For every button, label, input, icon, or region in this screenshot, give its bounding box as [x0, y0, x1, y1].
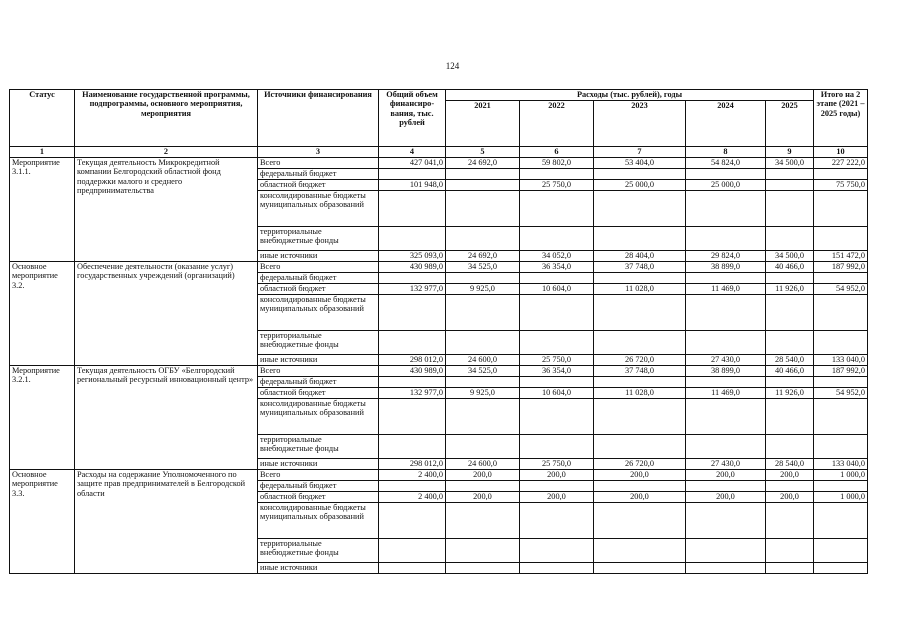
year-2025-cell — [766, 563, 814, 574]
year-2025-cell: 40 466,0 — [766, 262, 814, 273]
total-volume-cell: 132 977,0 — [379, 388, 446, 399]
year-2024-cell — [686, 331, 766, 355]
funding-source-cell: иные источники — [258, 563, 379, 574]
header-expenses: Расходы (тыс. рублей), годы — [446, 90, 814, 101]
year-2025-cell: 40 466,0 — [766, 366, 814, 377]
year-2024-cell: 27 430,0 — [686, 355, 766, 366]
year-2023-cell: 28 404,0 — [594, 251, 686, 262]
stage-total-cell: 187 992,0 — [814, 366, 868, 377]
year-2022-cell — [520, 481, 594, 492]
year-2021-cell: 24 692,0 — [446, 251, 520, 262]
year-2025-cell: 34 500,0 — [766, 158, 814, 169]
year-2025-cell: 11 926,0 — [766, 388, 814, 399]
funding-source-cell: консолидированные бюджеты муниципальных образований — [258, 295, 379, 331]
header-year: 2024 — [686, 101, 766, 147]
year-2022-cell — [520, 539, 594, 563]
year-2025-cell: 200,0 — [766, 470, 814, 481]
funding-source-cell: иные источники — [258, 355, 379, 366]
column-number: 9 — [766, 147, 814, 158]
year-2024-cell: 25 000,0 — [686, 180, 766, 191]
year-2024-cell — [686, 399, 766, 435]
stage-total-cell — [814, 331, 868, 355]
total-volume-cell — [379, 399, 446, 435]
total-volume-cell — [379, 295, 446, 331]
header-sources: Источники финансирования — [258, 90, 379, 147]
stage-total-cell — [814, 399, 868, 435]
year-2024-cell — [686, 503, 766, 539]
year-2025-cell — [766, 503, 814, 539]
year-2023-cell — [594, 169, 686, 180]
year-2024-cell — [686, 191, 766, 227]
year-2024-cell — [686, 435, 766, 459]
year-2023-cell — [594, 331, 686, 355]
funding-source-cell: иные источники — [258, 459, 379, 470]
year-2022-cell — [520, 377, 594, 388]
year-2022-cell: 59 802,0 — [520, 158, 594, 169]
year-2023-cell: 37 748,0 — [594, 366, 686, 377]
funding-source-cell: федеральный бюджет — [258, 377, 379, 388]
total-volume-cell — [379, 539, 446, 563]
year-2021-cell — [446, 169, 520, 180]
year-2023-cell — [594, 273, 686, 284]
year-2025-cell — [766, 539, 814, 563]
stage-total-cell: 1 000,0 — [814, 492, 868, 503]
stage-total-cell — [814, 481, 868, 492]
year-2022-cell — [520, 503, 594, 539]
stage-total-cell — [814, 191, 868, 227]
stage-total-cell: 133 040,0 — [814, 459, 868, 470]
year-2022-cell — [520, 191, 594, 227]
funding-source-cell: Всего — [258, 262, 379, 273]
funding-source-cell: иные источники — [258, 251, 379, 262]
year-2024-cell — [686, 273, 766, 284]
year-2025-cell — [766, 180, 814, 191]
stage-total-cell — [814, 377, 868, 388]
year-2023-cell: 200,0 — [594, 492, 686, 503]
year-2023-cell — [594, 295, 686, 331]
year-2025-cell — [766, 227, 814, 251]
measure-name-cell: Текущая деятельность ОГБУ «Белгородский региональный ресурсный инновационный центр» — [75, 366, 258, 470]
funding-source-cell: федеральный бюджет — [258, 169, 379, 180]
column-number: 7 — [594, 147, 686, 158]
year-2022-cell — [520, 227, 594, 251]
year-2024-cell: 54 824,0 — [686, 158, 766, 169]
funding-source-cell: территориальные внебюджетные фонды — [258, 539, 379, 563]
year-2021-cell — [446, 503, 520, 539]
year-2021-cell — [446, 331, 520, 355]
funding-source-cell: территориальные внебюджетные фонды — [258, 435, 379, 459]
year-2022-cell: 25 750,0 — [520, 459, 594, 470]
header-name: Наименование государственной программы, подпрограммы, основного мероприятия, мероприятия — [75, 90, 258, 147]
year-2023-cell — [594, 377, 686, 388]
year-2021-cell: 24 600,0 — [446, 459, 520, 470]
year-2024-cell — [686, 227, 766, 251]
funding-source-cell: Всего — [258, 366, 379, 377]
column-number: 5 — [446, 147, 520, 158]
year-2025-cell — [766, 273, 814, 284]
year-2021-cell: 9 925,0 — [446, 388, 520, 399]
year-2023-cell: 26 720,0 — [594, 459, 686, 470]
year-2021-cell: 24 600,0 — [446, 355, 520, 366]
year-2024-cell — [686, 169, 766, 180]
funding-source-cell: Всего — [258, 158, 379, 169]
measure-name-cell: Расходы на содержание Уполномоченного по защите прав предпринимателей в Белгородской области — [75, 470, 258, 574]
total-volume-cell — [379, 435, 446, 459]
funding-source-cell: областной бюджет — [258, 284, 379, 295]
total-volume-cell — [379, 227, 446, 251]
year-2025-cell: 28 540,0 — [766, 459, 814, 470]
total-volume-cell — [379, 169, 446, 180]
status-cell: Мероприятие 3.1.1. — [10, 158, 75, 262]
total-volume-cell: 2 400,0 — [379, 470, 446, 481]
year-2025-cell: 200,0 — [766, 492, 814, 503]
year-2021-cell: 34 525,0 — [446, 262, 520, 273]
year-2022-cell: 25 750,0 — [520, 180, 594, 191]
year-2021-cell — [446, 399, 520, 435]
stage-total-cell: 227 222,0 — [814, 158, 868, 169]
year-2024-cell: 38 899,0 — [686, 262, 766, 273]
stage-total-cell: 133 040,0 — [814, 355, 868, 366]
total-volume-cell: 325 093,0 — [379, 251, 446, 262]
year-2023-cell: 11 028,0 — [594, 388, 686, 399]
year-2021-cell — [446, 191, 520, 227]
header-total-volume: Общий объем финансиро-вания, тыс. рублей — [379, 90, 446, 147]
stage-total-cell: 1 000,0 — [814, 470, 868, 481]
year-2021-cell — [446, 481, 520, 492]
stage-total-cell: 187 992,0 — [814, 262, 868, 273]
funding-source-cell: областной бюджет — [258, 492, 379, 503]
year-2023-cell — [594, 503, 686, 539]
status-cell: Основное мероприятие 3.3. — [10, 470, 75, 574]
year-2021-cell — [446, 539, 520, 563]
year-2023-cell — [594, 227, 686, 251]
year-2024-cell: 27 430,0 — [686, 459, 766, 470]
year-2022-cell — [520, 331, 594, 355]
year-2022-cell: 200,0 — [520, 492, 594, 503]
funding-source-cell: консолидированные бюджеты муниципальных образований — [258, 399, 379, 435]
total-volume-cell — [379, 563, 446, 574]
year-2022-cell — [520, 563, 594, 574]
header-year: 2021 — [446, 101, 520, 147]
year-2024-cell — [686, 481, 766, 492]
year-2021-cell: 34 525,0 — [446, 366, 520, 377]
funding-source-cell: федеральный бюджет — [258, 273, 379, 284]
header-year: 2023 — [594, 101, 686, 147]
funding-source-cell: территориальные внебюджетные фонды — [258, 227, 379, 251]
measure-name-cell: Обеспечение деятельности (оказание услуг) государственных учреждений (организаций) — [75, 262, 258, 366]
total-volume-cell — [379, 191, 446, 227]
funding-source-cell: консолидированные бюджеты муниципальных образований — [258, 503, 379, 539]
status-cell: Мероприятие 3.2.1. — [10, 366, 75, 470]
year-2023-cell: 53 404,0 — [594, 158, 686, 169]
year-2024-cell: 200,0 — [686, 470, 766, 481]
page-number: 124 — [445, 61, 460, 71]
stage-total-cell — [814, 563, 868, 574]
year-2021-cell — [446, 180, 520, 191]
total-volume-cell: 2 400,0 — [379, 492, 446, 503]
year-2024-cell: 29 824,0 — [686, 251, 766, 262]
year-2022-cell — [520, 435, 594, 459]
funding-source-cell: консолидированные бюджеты муниципальных образований — [258, 191, 379, 227]
year-2023-cell: 37 748,0 — [594, 262, 686, 273]
year-2022-cell: 36 354,0 — [520, 262, 594, 273]
year-2024-cell: 11 469,0 — [686, 284, 766, 295]
year-2025-cell — [766, 295, 814, 331]
year-2021-cell — [446, 435, 520, 459]
year-2021-cell — [446, 295, 520, 331]
year-2022-cell: 34 052,0 — [520, 251, 594, 262]
year-2022-cell — [520, 273, 594, 284]
year-2021-cell: 24 692,0 — [446, 158, 520, 169]
year-2022-cell: 36 354,0 — [520, 366, 594, 377]
total-volume-cell: 430 989,0 — [379, 366, 446, 377]
year-2023-cell — [594, 481, 686, 492]
year-2023-cell — [594, 191, 686, 227]
total-volume-cell — [379, 331, 446, 355]
funding-source-cell: областной бюджет — [258, 388, 379, 399]
column-number: 8 — [686, 147, 766, 158]
stage-total-cell: 54 952,0 — [814, 284, 868, 295]
year-2022-cell: 25 750,0 — [520, 355, 594, 366]
total-volume-cell: 132 977,0 — [379, 284, 446, 295]
year-2023-cell: 200,0 — [594, 470, 686, 481]
year-2024-cell — [686, 377, 766, 388]
year-2022-cell — [520, 169, 594, 180]
year-2025-cell — [766, 169, 814, 180]
header-year: 2022 — [520, 101, 594, 147]
funding-source-cell: территориальные внебюджетные фонды — [258, 331, 379, 355]
year-2025-cell — [766, 331, 814, 355]
total-volume-cell — [379, 273, 446, 284]
year-2025-cell: 11 926,0 — [766, 284, 814, 295]
year-2025-cell — [766, 481, 814, 492]
total-volume-cell — [379, 503, 446, 539]
year-2022-cell: 10 604,0 — [520, 284, 594, 295]
year-2023-cell: 26 720,0 — [594, 355, 686, 366]
column-number: 4 — [379, 147, 446, 158]
stage-total-cell — [814, 503, 868, 539]
column-number: 6 — [520, 147, 594, 158]
stage-total-cell — [814, 227, 868, 251]
year-2023-cell: 25 000,0 — [594, 180, 686, 191]
table-row — [10, 366, 868, 377]
table-row — [10, 158, 868, 169]
year-2021-cell — [446, 377, 520, 388]
year-2022-cell: 200,0 — [520, 470, 594, 481]
financing-table — [9, 89, 868, 574]
column-number: 2 — [75, 147, 258, 158]
column-numbers-row — [10, 147, 868, 158]
year-2023-cell: 11 028,0 — [594, 284, 686, 295]
header-total-stage: Итого на 2 этапе (2021 – 2025 годы) — [814, 90, 868, 147]
stage-total-cell: 54 952,0 — [814, 388, 868, 399]
header-status: Статус — [10, 90, 75, 147]
column-number: 1 — [10, 147, 75, 158]
year-2024-cell: 11 469,0 — [686, 388, 766, 399]
column-number: 3 — [258, 147, 379, 158]
year-2025-cell — [766, 377, 814, 388]
year-2025-cell: 34 500,0 — [766, 251, 814, 262]
year-2023-cell — [594, 399, 686, 435]
total-volume-cell — [379, 481, 446, 492]
total-volume-cell — [379, 377, 446, 388]
funding-source-cell: областной бюджет — [258, 180, 379, 191]
header-year: 2025 — [766, 101, 814, 147]
year-2021-cell: 200,0 — [446, 470, 520, 481]
stage-total-cell — [814, 169, 868, 180]
year-2024-cell: 38 899,0 — [686, 366, 766, 377]
stage-total-cell — [814, 273, 868, 284]
year-2025-cell — [766, 399, 814, 435]
total-volume-cell: 298 012,0 — [379, 459, 446, 470]
year-2024-cell — [686, 539, 766, 563]
year-2021-cell — [446, 227, 520, 251]
status-cell: Основное мероприятие 3.2. — [10, 262, 75, 366]
year-2021-cell — [446, 273, 520, 284]
year-2025-cell — [766, 435, 814, 459]
stage-total-cell: 151 472,0 — [814, 251, 868, 262]
funding-source-cell: Всего — [258, 470, 379, 481]
year-2022-cell — [520, 295, 594, 331]
table-row — [10, 262, 868, 273]
year-2023-cell — [594, 563, 686, 574]
year-2025-cell: 28 540,0 — [766, 355, 814, 366]
funding-source-cell: федеральный бюджет — [258, 481, 379, 492]
table-body — [10, 147, 868, 574]
table-row — [10, 470, 868, 481]
stage-total-cell — [814, 295, 868, 331]
year-2022-cell — [520, 399, 594, 435]
stage-total-cell — [814, 435, 868, 459]
year-2024-cell — [686, 295, 766, 331]
column-number: 10 — [814, 147, 868, 158]
measure-name-cell: Текущая деятельность Микрокредитной компании Белгородский областной фонд поддержки малого и среднего предпринимательства — [75, 158, 258, 262]
total-volume-cell: 298 012,0 — [379, 355, 446, 366]
total-volume-cell: 101 948,0 — [379, 180, 446, 191]
year-2021-cell: 200,0 — [446, 492, 520, 503]
year-2023-cell — [594, 435, 686, 459]
year-2024-cell: 200,0 — [686, 492, 766, 503]
stage-total-cell — [814, 539, 868, 563]
total-volume-cell: 430 989,0 — [379, 262, 446, 273]
year-2021-cell — [446, 563, 520, 574]
total-volume-cell: 427 041,0 — [379, 158, 446, 169]
year-2023-cell — [594, 539, 686, 563]
year-2024-cell — [686, 563, 766, 574]
year-2025-cell — [766, 191, 814, 227]
stage-total-cell: 75 750,0 — [814, 180, 868, 191]
year-2021-cell: 9 925,0 — [446, 284, 520, 295]
table-header — [10, 90, 868, 147]
year-2022-cell: 10 604,0 — [520, 388, 594, 399]
